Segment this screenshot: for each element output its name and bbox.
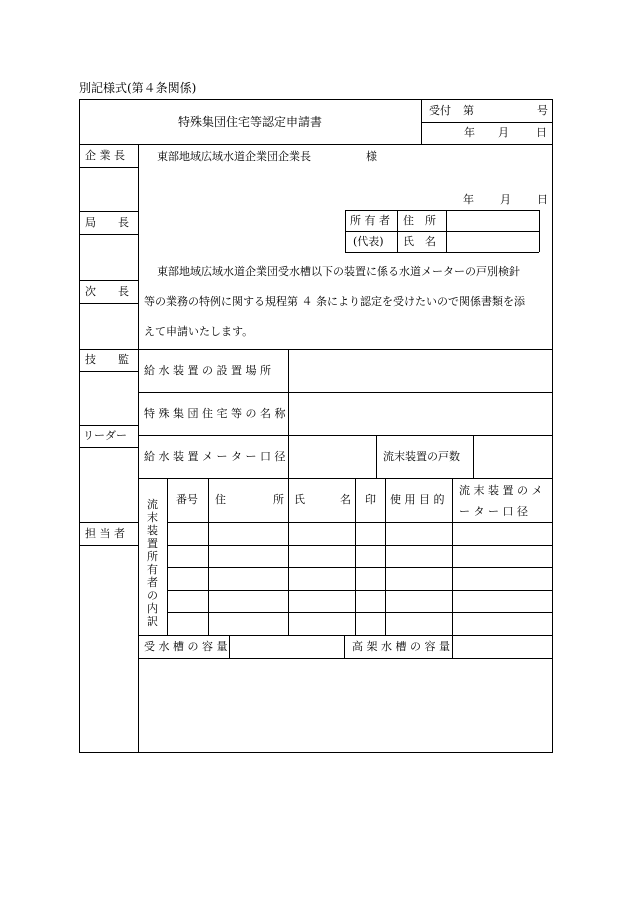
label-jusuiso: 受 水 槽 の 容 量 (144, 640, 228, 653)
label-setchi-basho: 給 水 装 置 の 設 置 場 所 (144, 364, 271, 377)
form-label: 別記様式(第４条関係) (79, 81, 197, 95)
th-shimei-2: 名 (340, 493, 351, 506)
kosuu-field[interactable] (474, 436, 551, 477)
th-meter-2: ー タ ー 口 径 (459, 505, 528, 518)
th-shimei-1: 氏 (294, 493, 305, 506)
stamp-tanto: 担 当 者 (85, 527, 125, 540)
owner-jusho-label: 住 所 (403, 214, 436, 227)
th-mokuteki: 使 用 目 的 (390, 493, 445, 506)
receipt-go: 号 (537, 104, 548, 117)
stamp-kigyocho: 企 業 長 (85, 149, 125, 162)
addressee-name: 東部地域広域水道企業団企業長 (157, 150, 311, 163)
th-meter-1: 流 末 装 置 の メ (459, 484, 543, 497)
th-jusho-1: 住 (215, 493, 226, 506)
body-text-line1: 東部地域広域水道企業団受水槽以下の装置に係る水道メーターの戸別検針 (157, 265, 520, 278)
stamp-jicho: 次 長 (85, 285, 129, 298)
owner-address-field[interactable] (447, 211, 538, 230)
kokasuiso-field[interactable] (453, 636, 551, 657)
owners-side-label: 流末装置所有者の内訳 (147, 498, 158, 628)
th-in: 印 (365, 493, 376, 506)
owner-name-field[interactable] (447, 232, 538, 251)
label-meisho: 特 殊 集 団 住 宅 等 の 名 称 (144, 407, 286, 420)
th-bango: 番号 (176, 493, 198, 506)
receipt-dai: 第 (463, 104, 474, 117)
date-nen: 年 (463, 193, 474, 206)
date-hi: 日 (537, 193, 548, 206)
receipt-uketsuke: 受付 (429, 104, 451, 117)
stamp-kyokucho: 局 長 (85, 216, 129, 229)
owner-daihyo: (代表) (353, 235, 384, 248)
owner-label: 所 有 者 (350, 214, 390, 227)
stamp-leader: リーダー (83, 429, 127, 442)
form-title: 特殊集団住宅等認定申請書 (178, 115, 323, 129)
addressee-sama: 様 (366, 150, 377, 163)
body-text-line3: えて申請いたします。 (144, 325, 254, 338)
th-jusho-2: 所 (273, 493, 284, 506)
meisho-field[interactable] (289, 393, 551, 434)
date-tsuki: 月 (500, 193, 511, 206)
setchi-basho-field[interactable] (289, 350, 551, 391)
receipt-nen: 年 (464, 126, 475, 139)
label-kosuu: 流末装置の戸数 (383, 450, 460, 463)
owner-shimei-label: 氏 名 (403, 235, 436, 248)
label-meter-koukei: 給 水 装 置 メ ー タ ー 口 径 (144, 450, 286, 463)
jusuiso-field[interactable] (230, 636, 343, 657)
meter-koukei-field[interactable] (289, 436, 375, 477)
stamp-gikan: 技 監 (85, 353, 129, 366)
receipt-hi: 日 (536, 126, 547, 139)
body-text-line2: 等の業務の特例に関する規程第 ４ 条により認定を受けたいので関係書類を添 (144, 295, 525, 308)
label-kokasuiso: 高 架 水 槽 の 容 量 (352, 640, 450, 653)
receipt-tsuki: 月 (498, 126, 509, 139)
